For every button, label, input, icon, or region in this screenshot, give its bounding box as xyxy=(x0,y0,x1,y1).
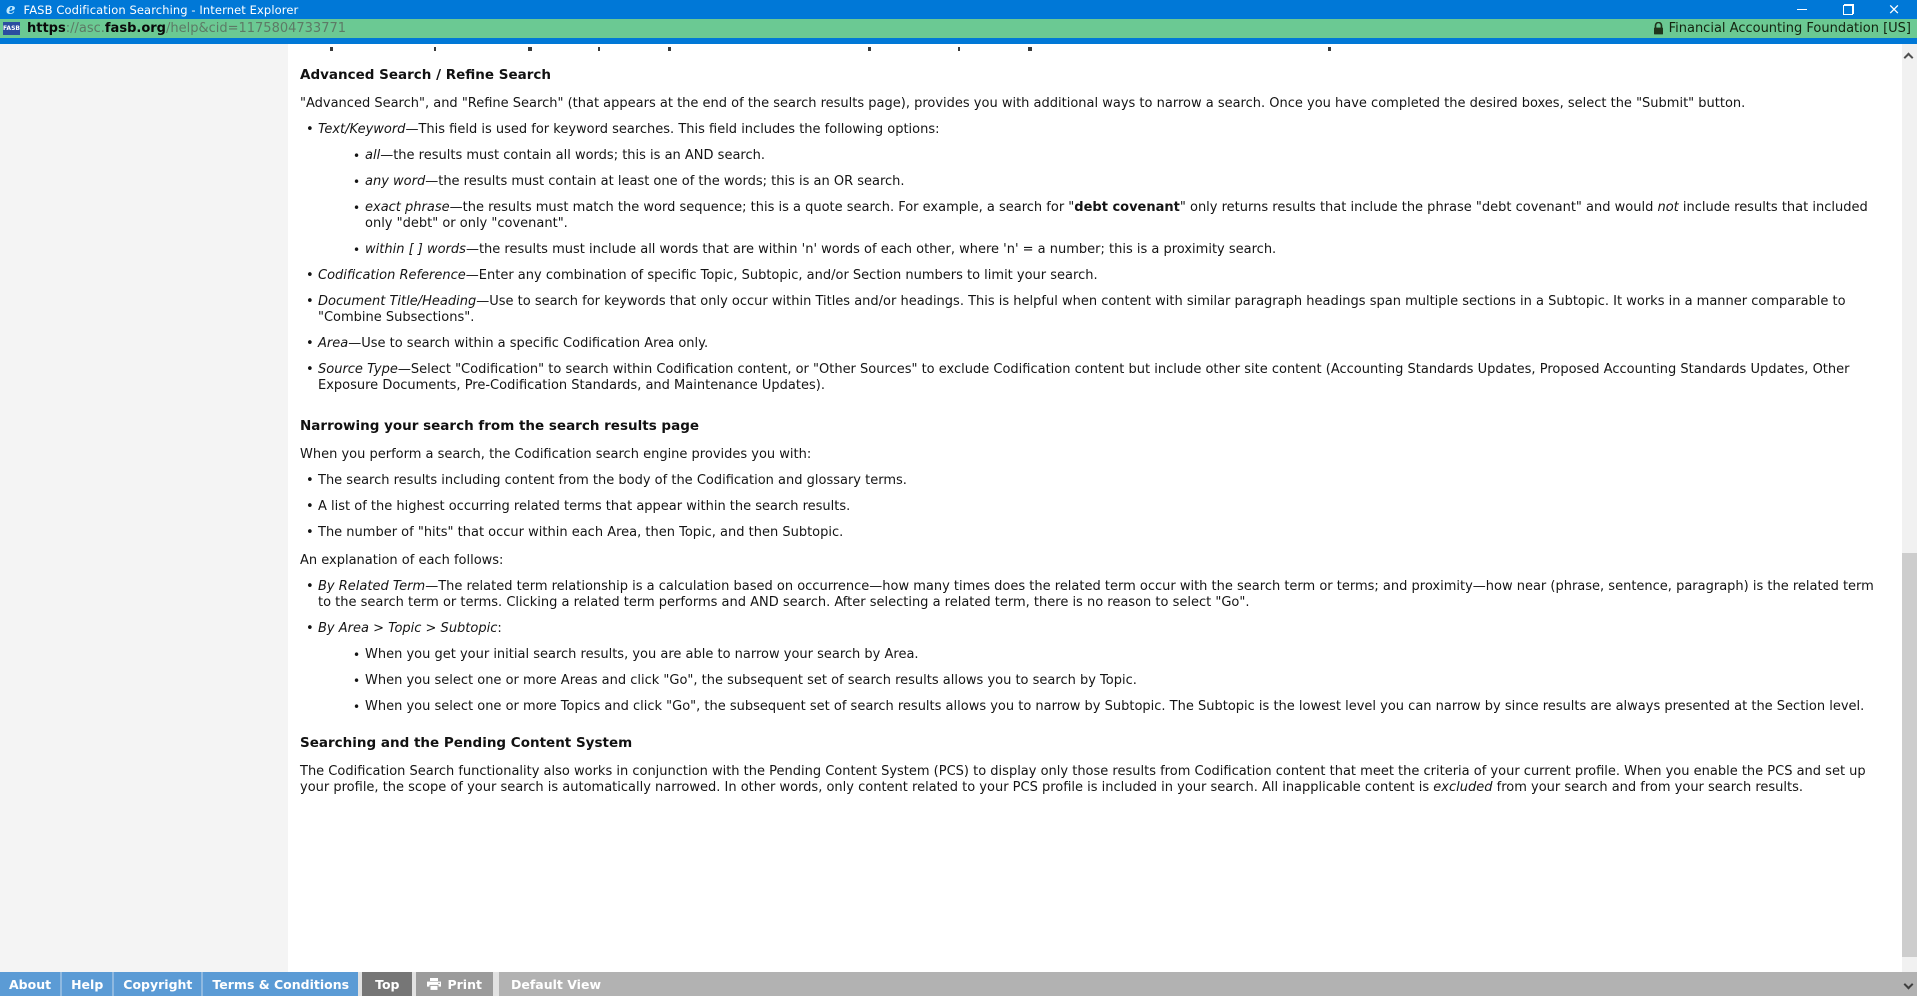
bullet-initial-results xyxy=(318,647,1876,663)
option-term: within [ ] words xyxy=(365,242,466,257)
emphasis-word: not xyxy=(1657,200,1679,215)
top-button[interactable]: Top xyxy=(362,972,412,996)
url-separator: ://asc. xyxy=(65,21,105,36)
paragraph-pcs xyxy=(300,764,1876,796)
field-term: Text/Keyword xyxy=(318,122,406,137)
bullet-text: When you select one or more Topics and click "Go", the subsequent set of search results allows you to narrow by Subtopic. The Subtopic is the lowest level you can narrow by since results are always presented at the Section level. xyxy=(365,699,1865,714)
left-gutter xyxy=(0,44,290,996)
window-controls xyxy=(1779,0,1917,19)
field-term: Document Title/Heading xyxy=(318,294,477,309)
printer-icon xyxy=(427,978,441,991)
close-button[interactable] xyxy=(1871,0,1917,19)
field-term: Area xyxy=(318,336,349,351)
field-description: —Enter any combination of specific Topic, Subtopic, and/or Section numbers to limit your search. xyxy=(465,268,1098,283)
address-bar[interactable] xyxy=(0,19,1917,38)
paragraph-text: from your search and from your search results. xyxy=(1492,780,1804,795)
url-path: /help&cid=1175804733771 xyxy=(165,21,347,36)
help-content xyxy=(290,44,1902,996)
bullet-document-title xyxy=(300,294,1876,326)
option-term: any word xyxy=(365,174,426,189)
lock-icon xyxy=(1653,22,1664,35)
url-text[interactable] xyxy=(27,21,346,36)
url-host: fasb.org xyxy=(104,21,166,36)
print-label: Print xyxy=(447,976,482,992)
area-topic-sublist xyxy=(318,647,1876,715)
option-description: —the results must contain all words; this is an AND search. xyxy=(380,148,765,163)
about-button[interactable]: About xyxy=(0,972,62,996)
section-heading-advanced-search: Advanced Search / Refine Search xyxy=(300,67,552,83)
field-description: —The related term relationship is a calculation based on occurrence—how many times does the related term occur with the search term or terms; and proximity—how near (phrase, sentence, paragraph) is the related term to the search term or terms. Clicking a related term performs and AND search. After selecting a related term, there is no reason to select "Go". xyxy=(318,579,1874,610)
bullet-search-results xyxy=(300,473,1876,489)
bullet-text: When you get your initial search results, you are able to narrow your search by Area. xyxy=(365,647,919,662)
close-icon: × xyxy=(1887,0,1901,18)
bullet-related-terms-list xyxy=(300,499,1876,515)
option-description: include results that included only "debt" or only "covenant". xyxy=(365,200,1868,231)
bullet-text: When you select one or more Areas and click "Go", the subsequent set of search results allows you to search by Topic. xyxy=(365,673,1137,688)
explanation-list xyxy=(300,579,1876,715)
field-description: —Select "Codification" to search within Codification content, or "Other Sources" to exclude Codification content but include other site content (Accounting Standards Updates, Proposed Accounting Standards Updates, Other Exposure Documents, Pre-Codification Standards, and Maintenance Updates). xyxy=(318,362,1850,393)
option-description: —the results must contain at least one of the words; this is an OR search. xyxy=(425,174,905,189)
option-description: —the results must match the word sequence; this is a quote search. For example, a search for " xyxy=(449,200,1075,215)
window-title: FASB Codification Searching - Internet Explorer xyxy=(23,2,299,17)
bullet-text-keyword xyxy=(300,122,1876,258)
print-button[interactable] xyxy=(416,972,493,996)
paragraph-advanced-intro xyxy=(300,96,1876,112)
clipped-text-line xyxy=(300,45,1876,53)
bullet-all xyxy=(318,148,1876,164)
url-scheme: https xyxy=(27,21,66,36)
narrowing-list xyxy=(300,473,1876,541)
minimize-icon xyxy=(1797,9,1807,10)
paragraph-text: When you perform a search, the Codification search engine provides you with: xyxy=(300,447,812,462)
bullet-by-area-topic-subtopic xyxy=(300,621,1876,715)
copyright-button[interactable]: Copyright xyxy=(114,972,203,996)
section-heading-pcs: Searching and the Pending Content System xyxy=(300,735,633,751)
option-description: —the results must include all words that are within 'n' words of each other, where 'n' = a number; this is a proximity search. xyxy=(465,242,1277,257)
bullet-text: A list of the highest occurring related terms that appear within the search results. xyxy=(318,499,851,514)
paragraph-text: "Advanced Search", and "Refine Search" (that appears at the end of the search results page), provides you with additional ways to narrow a search. Once you have completed the desired boxes, select the "Submit" button. xyxy=(300,96,1746,111)
ev-certificate-badge[interactable] xyxy=(1653,21,1917,36)
bullet-text: The search results including content from the body of the Codification and glossary terms. xyxy=(318,473,907,488)
restore-button[interactable] xyxy=(1825,0,1871,19)
bullet-areas-go xyxy=(318,673,1876,689)
terms-conditions-button[interactable]: Terms & Conditions xyxy=(203,972,358,996)
bullet-source-type xyxy=(300,362,1876,394)
option-description: " only returns results that include the phrase "debt covenant" and would xyxy=(1179,200,1658,215)
field-description: : xyxy=(497,621,502,636)
paragraph-explanation-intro xyxy=(300,553,1876,569)
bullet-by-related-term xyxy=(300,579,1876,611)
field-term: By Related Term xyxy=(318,579,426,594)
paragraph-narrowing-intro xyxy=(300,447,1876,463)
default-view-button[interactable]: Default View xyxy=(510,976,601,992)
certificate-owner-label: Financial Accounting Foundation [US] xyxy=(1668,21,1911,36)
option-term: all xyxy=(365,148,381,163)
scrollbar-thumb[interactable] xyxy=(1902,553,1917,957)
fasb-favicon: FASB xyxy=(3,22,20,35)
browser-viewport xyxy=(0,44,1902,996)
bullet-exact-phrase xyxy=(318,200,1876,232)
restore-icon xyxy=(1843,4,1854,15)
scroll-down-arrow-icon[interactable] xyxy=(1904,980,1914,990)
field-description: —This field is used for keyword searches. This field includes the following options: xyxy=(405,122,940,137)
vertical-scrollbar[interactable] xyxy=(1902,44,1917,996)
section-heading-narrowing: Narrowing your search from the search results page xyxy=(300,418,700,434)
title-bar xyxy=(0,0,1917,19)
field-term: By Area > Topic > Subtopic xyxy=(318,621,498,636)
help-button[interactable]: Help xyxy=(62,972,114,996)
bullet-codification-reference xyxy=(300,268,1876,284)
field-term: Codification Reference xyxy=(318,268,466,283)
bottom-toolbar xyxy=(0,972,1917,996)
minimize-button[interactable] xyxy=(1779,0,1825,19)
keyword-options-list xyxy=(318,148,1876,258)
bullet-topics-go xyxy=(318,699,1876,715)
field-description: —Use to search for keywords that only occur within Titles and/or headings. This is helpful when content with similar paragraph headings span multiple sections in a Subtopic. It works in a manner comparable to "Combine Subsections". xyxy=(318,294,1846,325)
option-term: exact phrase xyxy=(365,200,450,215)
paragraph-text: An explanation of each follows: xyxy=(300,553,504,568)
bold-example: debt covenant xyxy=(1074,200,1180,215)
bullet-text: The number of "hits" that occur within each Area, then Topic, and then Subtopic. xyxy=(318,525,844,540)
internet-explorer-icon: e xyxy=(6,0,16,18)
field-description: —Use to search within a specific Codification Area only. xyxy=(348,336,709,351)
advanced-search-field-list xyxy=(300,122,1876,394)
bullet-within-words xyxy=(318,242,1876,258)
toolbar-bottom-edge xyxy=(0,38,1917,44)
paragraph-text: The Codification Search functionality also works in conjunction with the Pending Content System (PCS) to display only those results from Codification content that meet the criteria of your current profile. When you enable the PCS and set up your profile, the scope of your search is automatically narrowed. In other words, only content related to your PCS profile is included in your search. All inapplicable content is xyxy=(300,764,1866,795)
emphasis-word: excluded xyxy=(1433,780,1493,795)
field-term: Source Type xyxy=(318,362,398,377)
bullet-area xyxy=(300,336,1876,352)
bullet-any-word xyxy=(318,174,1876,190)
bullet-number-of-hits xyxy=(300,525,1876,541)
